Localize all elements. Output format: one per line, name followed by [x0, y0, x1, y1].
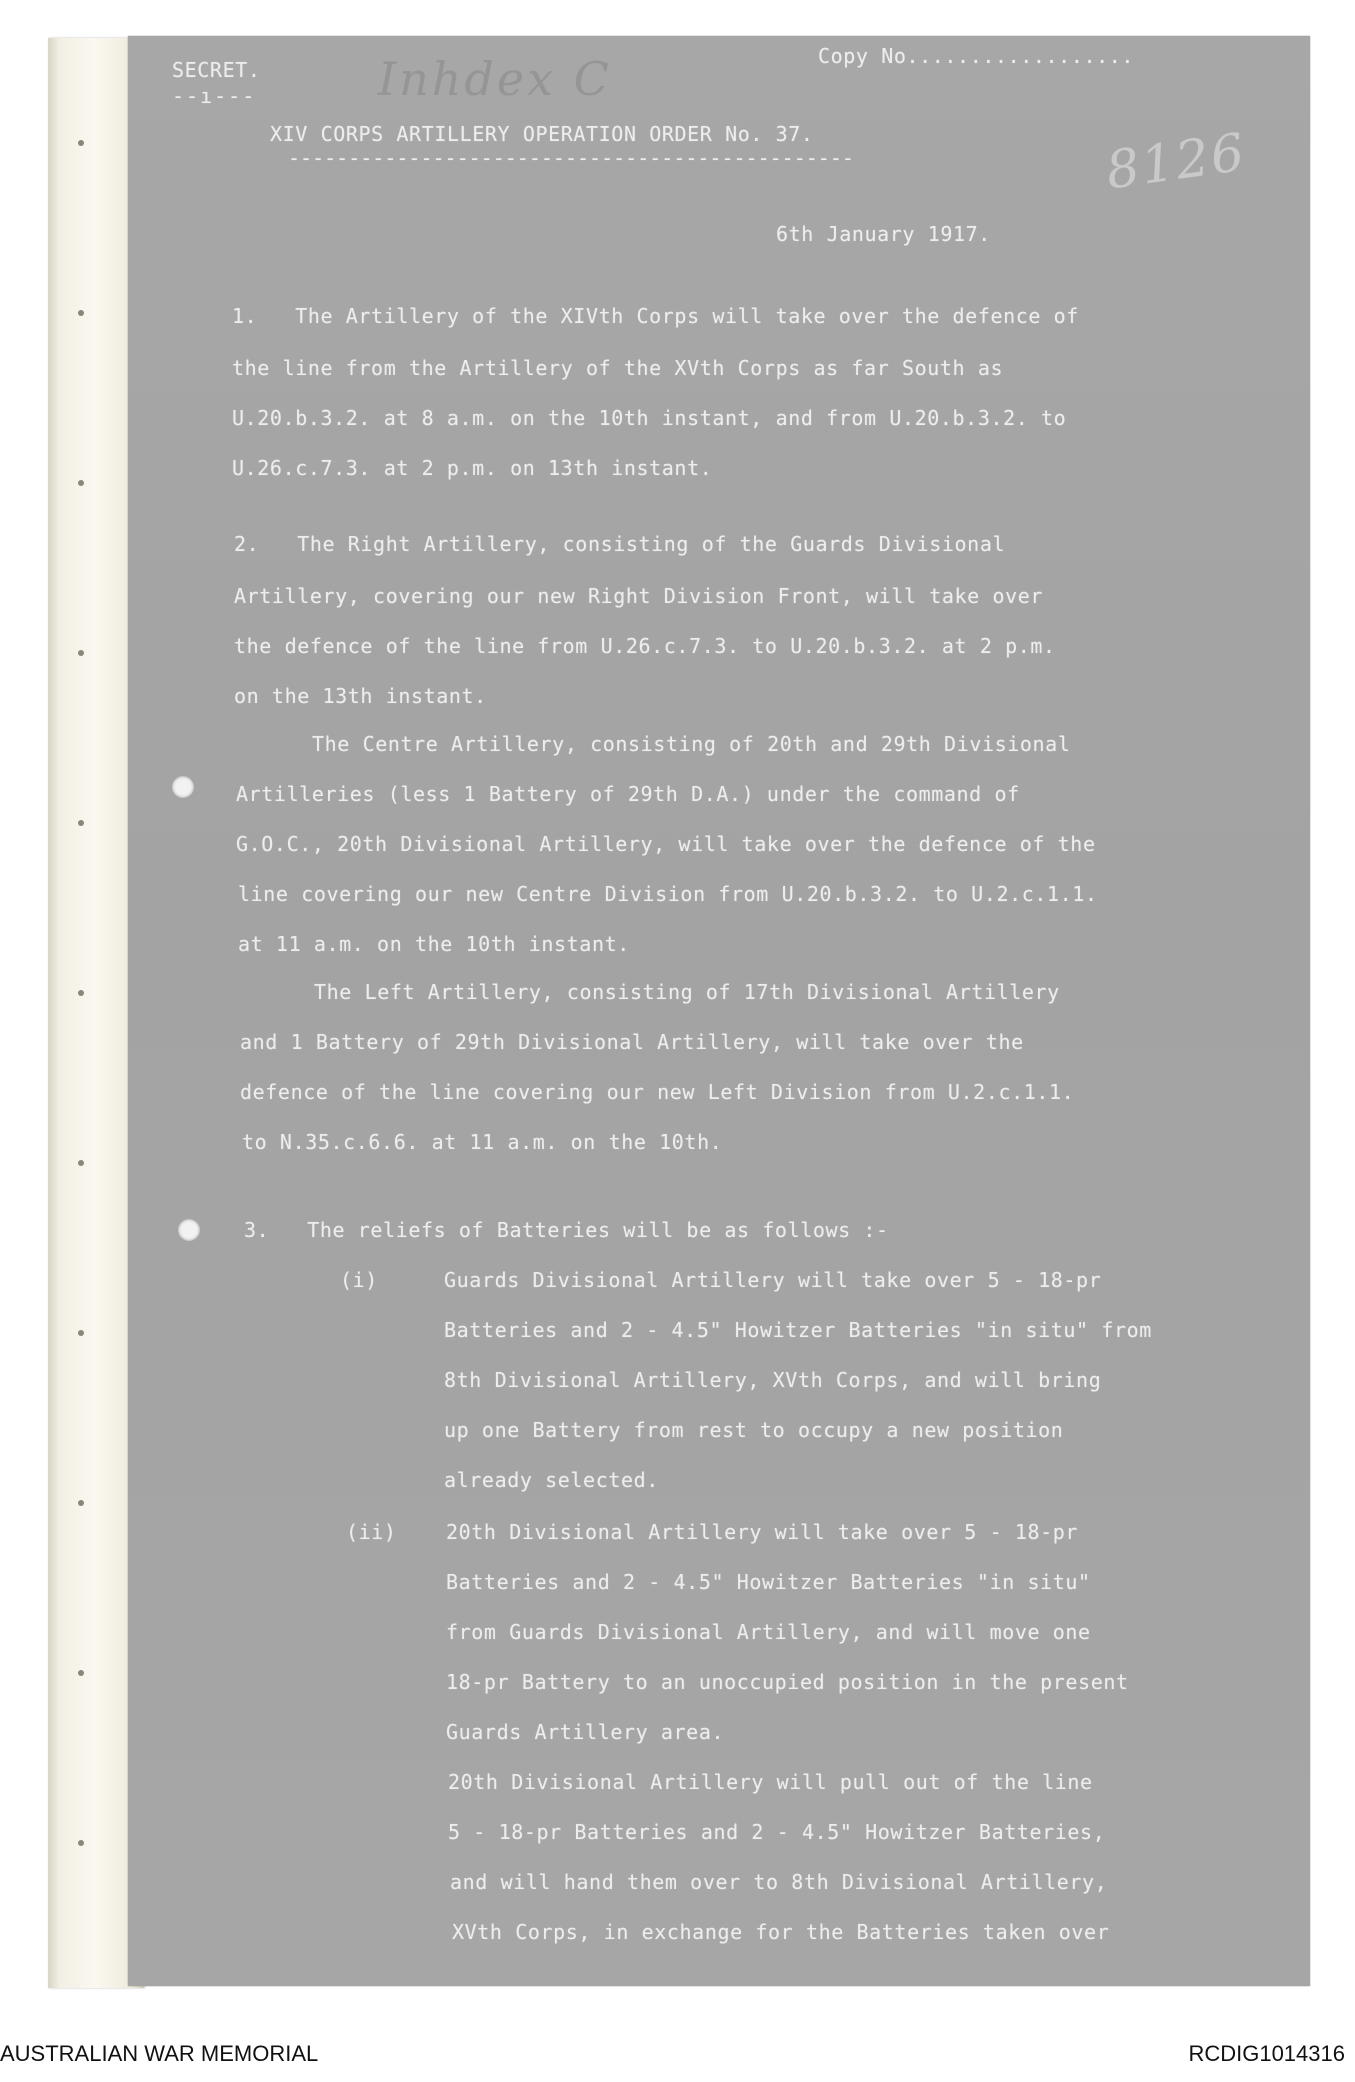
paragraph-2-line: Artillery, covering our new Right Division Front, will take over — [234, 584, 1044, 608]
left-artillery-line: defence of the line covering our new Left Division from U.2.c.1.1. — [240, 1080, 1075, 1104]
item-i-line: 8th Divisional Artillery, XVth Corps, and will bring — [444, 1368, 1102, 1392]
title-underline: ----------------------------------------------- — [288, 146, 854, 170]
paragraph-2-line: on the 13th instant. — [234, 684, 487, 708]
left-artillery-line: to N.35.c.6.6. at 11 a.m. on the 10th. — [242, 1130, 723, 1154]
handwritten-number: 8126 — [1102, 122, 1250, 202]
secret-marking: SECRET. — [172, 58, 261, 82]
paragraph-1-line: the line from the Artillery of the XVth Corps as far South as — [232, 356, 1004, 380]
centre-artillery-line: line covering our new Centre Division from U.20.b.3.2. to U.2.c.1.1. — [238, 882, 1098, 906]
item-ii-continuation-line: and will hand them over to 8th Divisional Artillery, — [450, 1870, 1108, 1894]
item-i-line: Guards Divisional Artillery will take over 5 - 18-pr — [444, 1268, 1102, 1292]
document-sheet — [128, 36, 1310, 1986]
stitch-hole — [78, 1840, 84, 1846]
left-artillery-line: and 1 Battery of 29th Divisional Artillery, will take over the — [240, 1030, 1024, 1054]
centre-artillery-line: G.O.C., 20th Divisional Artillery, will take over the defence of the — [236, 832, 1096, 856]
item-i-line: up one Battery from rest to occupy a new position — [444, 1418, 1064, 1442]
stitch-hole — [78, 990, 84, 996]
stitch-hole — [78, 1160, 84, 1166]
stitch-hole — [78, 650, 84, 656]
centre-artillery-line: Artilleries (less 1 Battery of 29th D.A.) under the command of — [236, 782, 1020, 806]
item-ii-continuation-line: 5 - 18-pr Batteries and 2 - 4.5" Howitzer Batteries, — [448, 1820, 1106, 1844]
paragraph-1-line: U.20.b.3.2. at 8 a.m. on the 10th instant, and from U.20.b.3.2. to — [232, 406, 1067, 430]
paragraph-1-line: 1. The Artillery of the XIVth Corps will take over the defence of — [232, 304, 1079, 328]
stitch-hole — [78, 480, 84, 486]
stitch-hole — [78, 310, 84, 316]
item-ii-continuation-line: 20th Divisional Artillery will pull out of the line — [448, 1770, 1093, 1794]
stitch-hole — [78, 1330, 84, 1336]
item-ii-label: (ii) — [346, 1520, 397, 1544]
punch-hole — [178, 1219, 200, 1241]
paragraph-1-line: U.26.c.7.3. at 2 p.m. on 13th instant. — [232, 456, 713, 480]
paragraph-3-intro: 3. The reliefs of Batteries will be as follows :- — [244, 1218, 889, 1242]
archive-credit: AUSTRALIAN WAR MEMORIAL — [0, 2041, 319, 2066]
punch-hole — [172, 776, 194, 798]
stitch-hole — [78, 1500, 84, 1506]
left-artillery-line: The Left Artillery, consisting of 17th Divisional Artillery — [314, 980, 1060, 1004]
item-ii-line: Guards Artillery area. — [446, 1720, 725, 1744]
item-ii-line: 20th Divisional Artillery will take over 5 - 18-pr — [446, 1520, 1079, 1544]
item-ii-line: Batteries and 2 - 4.5" Howitzer Batteries "in situ" — [446, 1570, 1091, 1594]
paragraph-2-line: 2. The Right Artillery, consisting of the Guards Divisional — [234, 532, 1006, 556]
copy-number: Copy No.................. — [818, 44, 1135, 68]
item-ii-line: 18-pr Battery to an unoccupied position in the present — [446, 1670, 1129, 1694]
item-i-line: already selected. — [444, 1468, 659, 1492]
order-date: 6th January 1917. — [776, 222, 991, 246]
archive-reference: RCDIG1014316 — [1188, 2041, 1345, 2066]
stitch-hole — [78, 820, 84, 826]
stitch-hole — [78, 1670, 84, 1676]
faint-handwritten-annotation: Inhdex C — [378, 52, 612, 106]
paragraph-2-line: the defence of the line from U.26.c.7.3. to U.20.b.3.2. at 2 p.m. — [234, 634, 1056, 658]
stitch-hole — [78, 140, 84, 146]
item-ii-line: from Guards Divisional Artillery, and will move one — [446, 1620, 1091, 1644]
item-i-label: (i) — [340, 1268, 378, 1292]
centre-artillery-line: at 11 a.m. on the 10th instant. — [238, 932, 630, 956]
page-title: XIV CORPS ARTILLERY OPERATION ORDER No. 37. — [270, 122, 814, 146]
item-ii-continuation-line: XVth Corps, in exchange for the Batteries taken over — [452, 1920, 1110, 1944]
item-i-line: Batteries and 2 - 4.5" Howitzer Batteries "in situ" from — [444, 1318, 1152, 1342]
centre-artillery-line: The Centre Artillery, consisting of 20th and 29th Divisional — [312, 732, 1071, 756]
secret-underline: --ı--- — [172, 84, 257, 108]
